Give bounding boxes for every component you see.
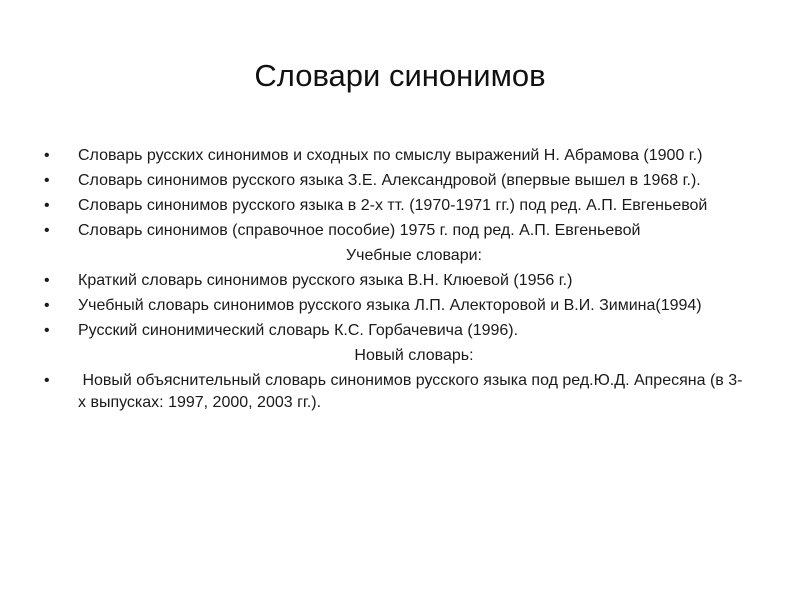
bullet-icon: • bbox=[44, 297, 50, 314]
bullet-icon: • bbox=[44, 372, 50, 389]
list-item-text: Краткий словарь синонимов русского языка В.Н. Клюевой (1956 г.) bbox=[78, 272, 573, 289]
slide-content bbox=[44, 145, 750, 417]
bullet-icon: • bbox=[44, 272, 50, 289]
section-heading-new: Новый словарь: bbox=[354, 347, 474, 364]
list-item-text: Словарь синонимов русского языка З.Е. Александровой (впервые вышел в 1968 г.). bbox=[78, 172, 701, 189]
list-item bbox=[44, 295, 750, 317]
list-item bbox=[44, 370, 750, 414]
list-item bbox=[44, 320, 750, 342]
list-item bbox=[44, 170, 750, 192]
bullet-icon: • bbox=[44, 222, 50, 239]
list-item bbox=[44, 145, 750, 167]
slide-title: Словари синонимов bbox=[254, 58, 546, 93]
section-heading-educational: Учебные словари: bbox=[346, 247, 482, 264]
bullet-icon: • bbox=[44, 322, 50, 339]
list-item-text: Словарь синонимов (справочное пособие) 1975 г. под ред. А.П. Евгеньевой bbox=[78, 222, 641, 239]
list-item-text: Словарь синонимов русского языка в 2-х тт. (1970-1971 гг.) под ред. А.П. Евгеньевой bbox=[78, 197, 708, 214]
bullet-icon: • bbox=[44, 197, 50, 214]
list-item bbox=[44, 220, 750, 242]
list-item-text: Словарь русских синонимов и сходных по смыслу выражений Н. Абрамова (1900 г.) bbox=[78, 147, 703, 164]
list-item bbox=[44, 195, 750, 217]
bullet-icon: • bbox=[44, 172, 50, 189]
bullet-icon: • bbox=[44, 147, 50, 164]
list-item-text: Новый объяснительный словарь синонимов русского языка под ред.Ю.Д. Апресяна (в 3-х выпусках: 1997, 2000, 2003 гг.). bbox=[78, 372, 743, 411]
list-item bbox=[44, 270, 750, 292]
list-item-text: Русский синонимический словарь К.С. Горбачевича (1996). bbox=[78, 322, 519, 339]
list-item-text: Учебный словарь синонимов русского языка Л.П. Алекторовой и В.И. Зимина(1994) bbox=[78, 297, 702, 314]
